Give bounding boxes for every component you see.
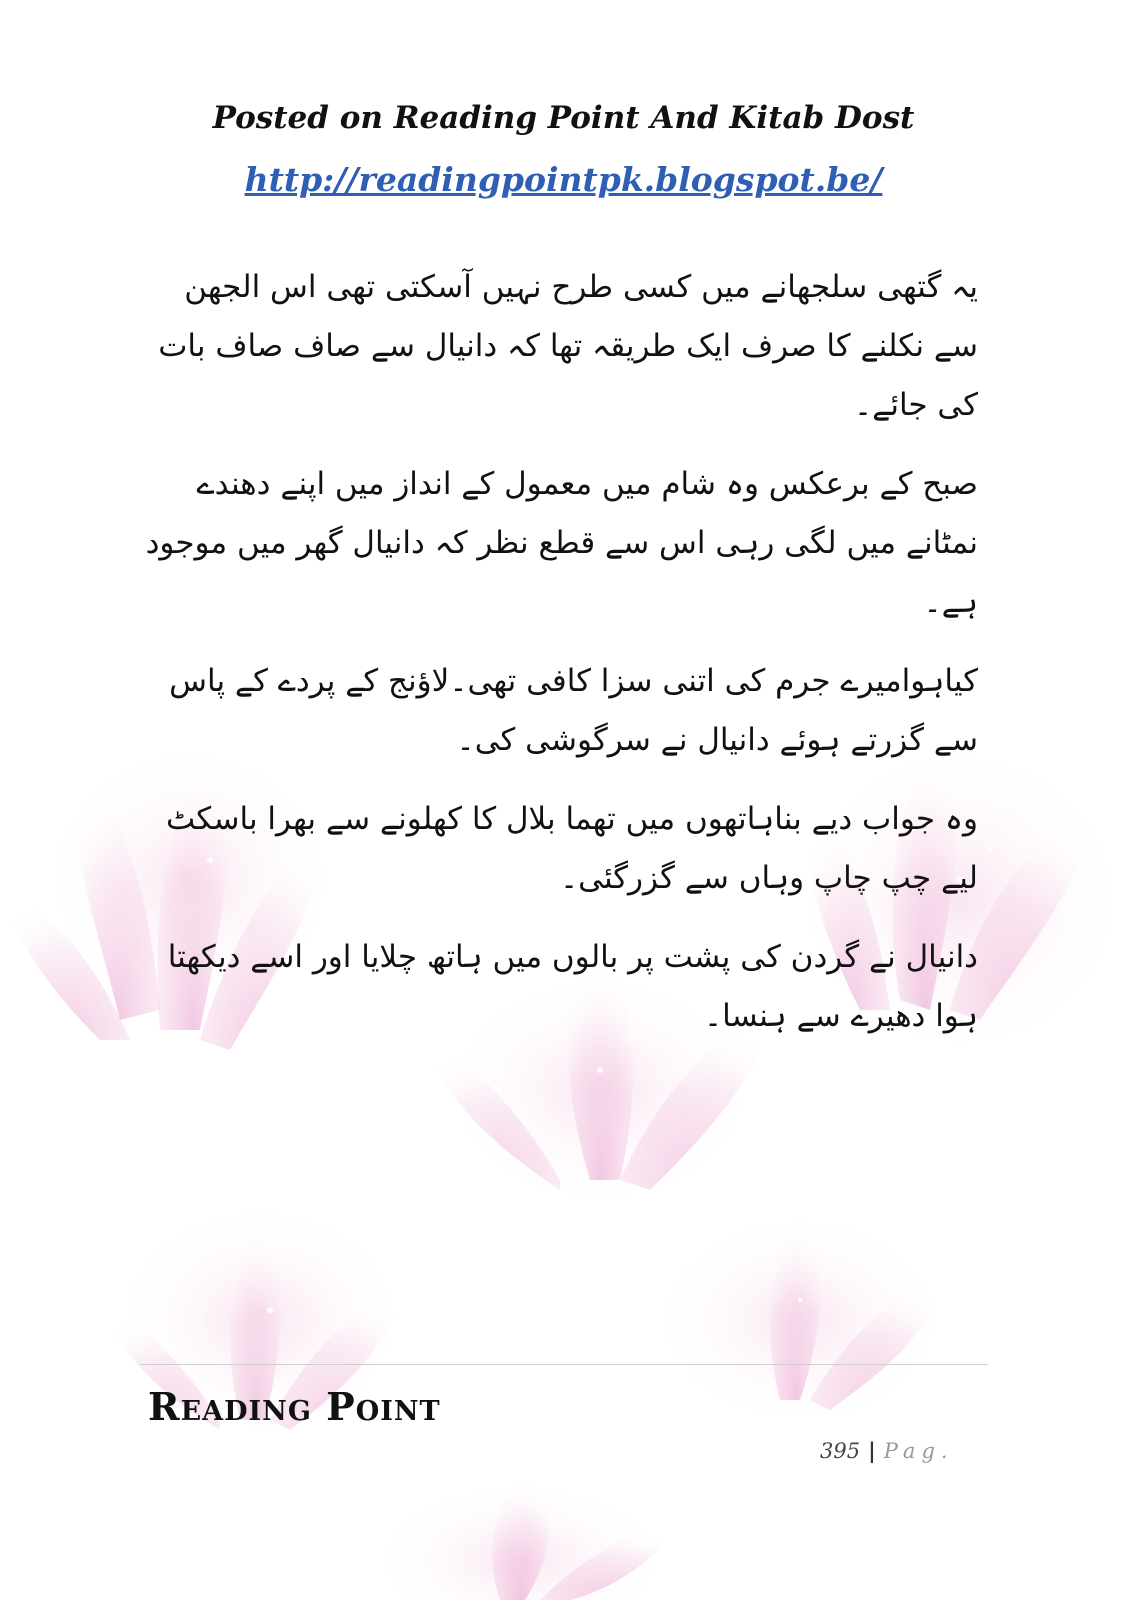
paragraph-3: کیاہوامیرے جرم کی اتنی سزا کافی تھی۔لاؤنج کے پردے کے پاس سے گزرتے ہوئے دانیال نے سرگوشی کی۔ [169,663,978,758]
footer-divider [140,1364,988,1365]
footer-brand: Reading Point [148,1384,441,1429]
page-separator: | [868,1438,876,1463]
flower-bottom [370,1460,680,1600]
blog-link[interactable]: http://readingpointpk.blogspot.be/ [244,160,883,199]
paragraph-4: وہ جواب دیے بناہاتھوں میں تھما بلال کا کھلونے سے بھرا باسکٹ لیے چپ چاپ وہاں سے گزرگئی۔ [165,801,978,896]
page-number-block [820,1438,954,1463]
page-label: Pag. [883,1439,954,1463]
story-text [140,258,978,1066]
paragraph-2: صبح کے برعکس وہ شام میں معمول کے انداز میں اپنے دھندے نمٹانے میں لگی رہی اس سے قطع نظر کہ دانیال گھر میں موجود ہے۔ [145,466,978,620]
flower-lower-right [650,1200,950,1430]
paragraph-5: دانیال نے گردن کی پشت پر بالوں میں ہاتھ چلایا اور اسے دیکھتا ہوا دھیرے سے ہنسا۔ [167,939,978,1034]
paragraph-1: یہ گتھی سلجھانے میں کسی طرح نہیں آسکتی تھی اس الجھن سے نکلنے کا صرف ایک طریقہ تھا کہ دانیال سے صاف صاف بات کی جائے۔ [158,269,978,423]
posted-on-heading: Posted on Reading Point And Kitab Dost [212,100,915,136]
page-number: 395 [820,1439,861,1463]
